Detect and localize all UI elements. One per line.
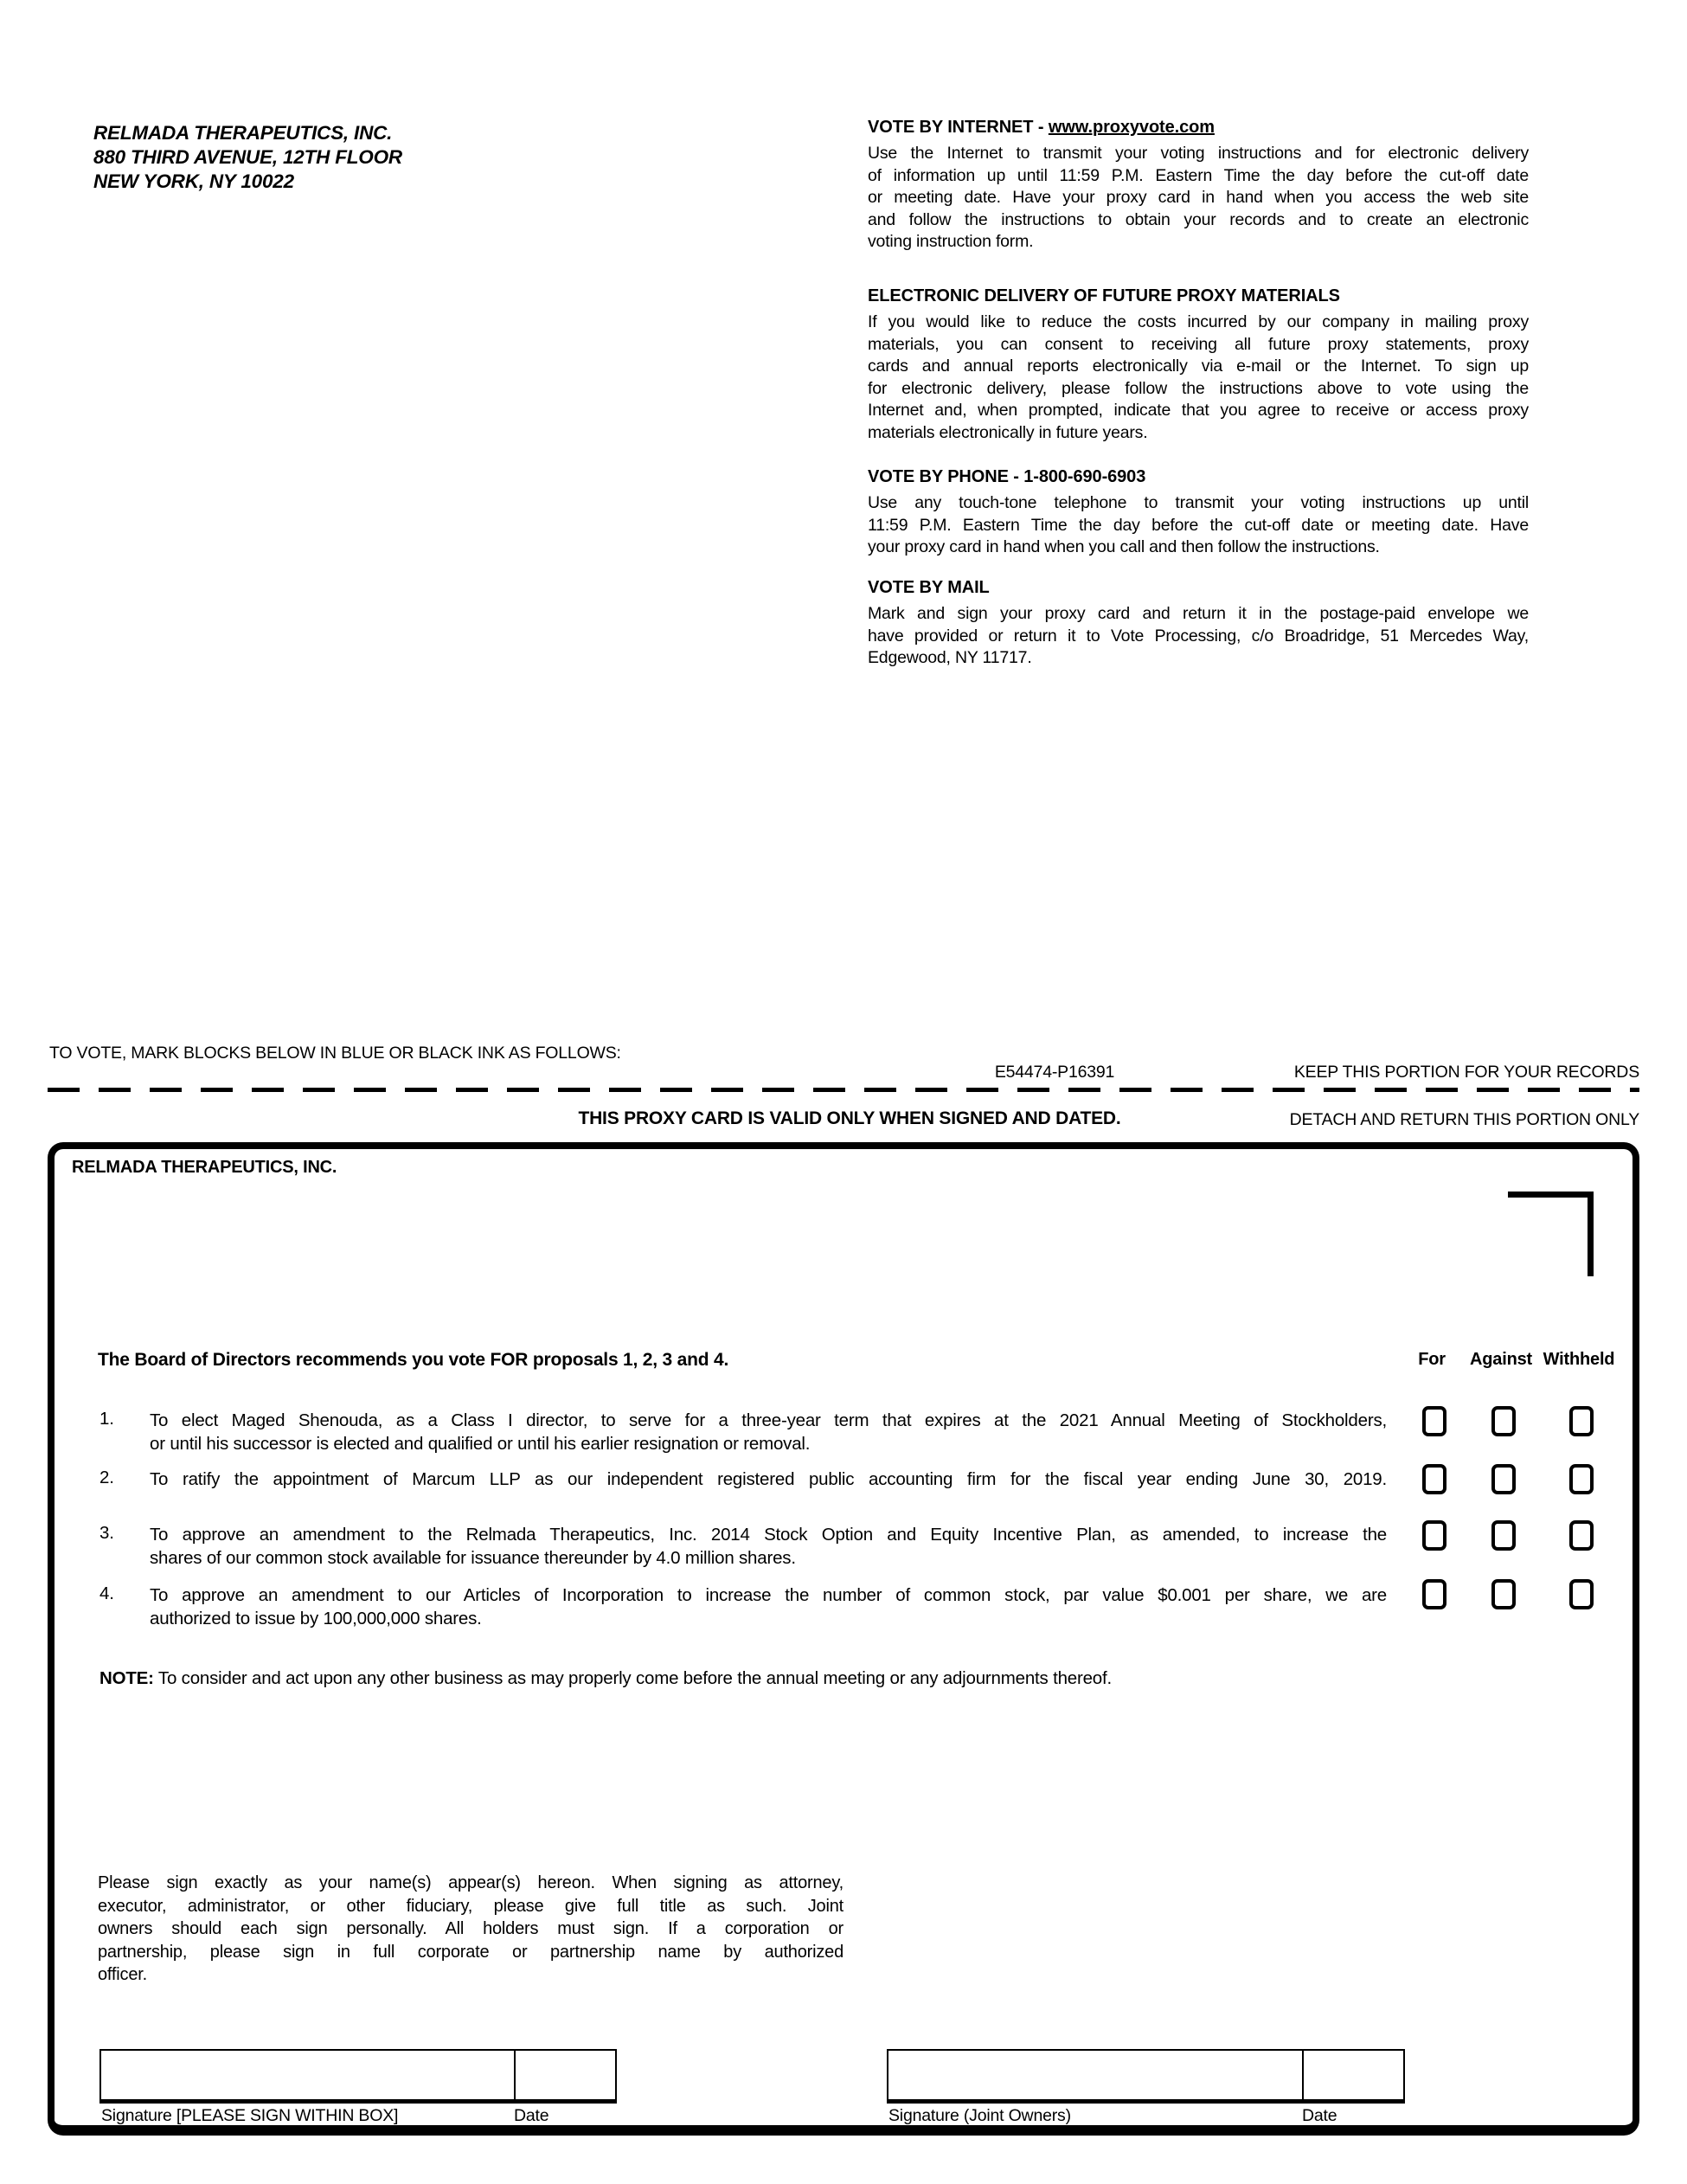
company-address <box>93 121 402 194</box>
note-row <box>99 1668 1112 1689</box>
proposal-1-number: 1. <box>99 1409 114 1429</box>
heading-text: VOTE BY INTERNET - <box>868 118 1049 137</box>
signature-box-1[interactable] <box>99 2049 617 2104</box>
proxy-card <box>48 1142 1639 2136</box>
proposal-3-text: To approve an amendment to the Relmada Therapeutics, Inc. 2014 Stock Option and Equity Incentive Plan, as amended, to increase the shares of our common stock available for issuance thereunder by 4.0 million shares. <box>150 1525 1387 1568</box>
checkbox-p1-for[interactable] <box>1422 1406 1446 1436</box>
heading-text: ELECTRONIC DELIVERY OF FUTURE PROXY MATERIALS <box>868 286 1340 305</box>
heading-text: VOTE BY MAIL <box>868 578 990 597</box>
note-text: To consider and act upon any other business as may properly come before the annual meeting or any adjournments thereof. <box>153 1668 1112 1688</box>
marking-instruction: TO VOTE, MARK BLOCKS BELOW IN BLUE OR BLACK INK AS FOLLOWS: <box>49 1044 621 1063</box>
checkbox-p2-withheld[interactable] <box>1569 1464 1594 1494</box>
company-address-line: 880 THIRD AVENUE, 12TH FLOOR <box>93 146 402 168</box>
date-right-label: Date <box>1302 2106 1337 2125</box>
proxyvote-link[interactable]: www.proxyvote.com <box>1048 118 1215 137</box>
signature-box-2[interactable] <box>887 2049 1405 2104</box>
checkbox-p4-for[interactable] <box>1422 1579 1446 1609</box>
proposal-2-number: 2. <box>99 1468 114 1487</box>
signature-right-label: Signature (Joint Owners) <box>888 2106 1071 2125</box>
vote-by-internet-body: Use the Internet to transmit your voting instructions and for electronic delivery of information up until 11:59 P.M. Eastern Time the day before the cut-off date or meeting date. Have your proxy card in hand when you access the web site and follow the instructions to obtain your records and to create an electronic voting instruction form. <box>868 144 1529 252</box>
checkbox-p1-against[interactable] <box>1491 1406 1516 1436</box>
detach-portion-label: DETACH AND RETURN THIS PORTION ONLY <box>1289 1110 1639 1129</box>
heading-text: VOTE BY PHONE - 1-800-690-6903 <box>868 467 1146 486</box>
signature-left-label: Signature [PLEASE SIGN WITHIN BOX] <box>101 2106 399 2125</box>
vote-by-phone-heading <box>868 467 1529 487</box>
vote-by-internet-section <box>868 118 1529 254</box>
electronic-delivery-heading <box>868 286 1529 306</box>
company-address-line: NEW YORK, NY 10022 <box>93 170 294 192</box>
keep-portion-label: KEEP THIS PORTION FOR YOUR RECORDS <box>1293 1063 1639 1082</box>
proxy-card-inner <box>55 1149 1632 2125</box>
vote-by-internet-heading <box>868 118 1529 138</box>
checkbox-p1-withheld[interactable] <box>1569 1406 1594 1436</box>
proposal-4-number: 4. <box>99 1583 114 1603</box>
column-header-withheld: Withheld <box>1543 1350 1615 1369</box>
checkbox-p4-withheld[interactable] <box>1569 1579 1594 1609</box>
proposal-3-number: 3. <box>99 1523 114 1543</box>
vote-by-mail-section <box>868 578 1529 670</box>
checkbox-p2-for[interactable] <box>1422 1464 1446 1494</box>
checkbox-p4-against[interactable] <box>1491 1579 1516 1609</box>
proposal-1-text: To elect Maged Shenouda, as a Class I director, to serve for a three-year term that expires at the 2021 Annual Meeting of Stockholders, or until his successor is elected and qualified or until his earlier resignation or removal. <box>150 1410 1387 1454</box>
detach-dashed-line <box>48 1088 1639 1092</box>
valid-when-signed-label: THIS PROXY CARD IS VALID ONLY WHEN SIGNED AND DATED. <box>578 1108 1121 1128</box>
electronic-delivery-body: If you would like to reduce the costs incurred by our company in mailing proxy materials, you can consent to receiving all future proxy statements, proxy cards and annual reports electronically via e-mail or the Internet. To sign up for electronic delivery, please follow the instructions above to vote using the Internet and, when prompted, indicate that you agree to receive or access proxy materials electronically in future years. <box>868 312 1529 442</box>
vote-by-phone-section <box>868 467 1529 559</box>
column-header-for: For <box>1418 1350 1446 1369</box>
vote-by-phone-body: Use any touch-tone telephone to transmit your voting instructions up until 11:59 P.M. Eastern Time the day before the cut-off date or meeting date. Have your proxy card in hand when you call and then follow the instructions. <box>868 493 1529 557</box>
vote-by-mail-heading <box>868 578 1529 598</box>
electronic-delivery-section <box>868 286 1529 445</box>
checkbox-p3-for[interactable] <box>1422 1520 1446 1551</box>
checkbox-p3-against[interactable] <box>1491 1520 1516 1551</box>
card-company-name: RELMADA THERAPEUTICS, INC. <box>72 1158 337 1177</box>
signature-date-divider <box>514 2051 516 2099</box>
note-label: NOTE: <box>99 1668 154 1688</box>
checkbox-p3-withheld[interactable] <box>1569 1520 1594 1551</box>
column-header-against: Against <box>1470 1350 1532 1369</box>
proposal-2-text: To ratify the appointment of Marcum LLP as our independent registered public accounting firm for the fiscal year ending June 30, 2019. <box>150 1469 1387 1489</box>
checkbox-p2-against[interactable] <box>1491 1464 1516 1494</box>
signature-date-divider <box>1302 2051 1304 2099</box>
control-number: E54474-P16391 <box>994 1063 1115 1082</box>
company-address-line: RELMADA THERAPEUTICS, INC. <box>93 122 393 144</box>
vote-by-mail-body: Mark and sign your proxy card and return it in the postage-paid envelope we have provided or return it to Vote Processing, c/o Broadridge, 51 Mercedes Way, Edgewood, NY 11717. <box>868 604 1529 668</box>
proposal-4-text: To approve an amendment to our Articles of Incorporation to increase the number of common stock, par value $0.001 per share, we are authorized to issue by 100,000,000 shares. <box>150 1585 1387 1628</box>
board-recommendation: The Board of Directors recommends you vote FOR proposals 1, 2, 3 and 4. <box>98 1350 729 1370</box>
date-left-label: Date <box>514 2106 549 2125</box>
sign-instructions: Please sign exactly as your name(s) appear(s) hereon. When signing as attorney, executor, administrator, or other fiduciary, please give full title as such. Joint owners should each sign personally. All holders must sign. If a corporation or partnership, please sign in full corporate or partnership name by authorized officer. <box>98 1873 844 1984</box>
corner-registration-mark <box>1508 1192 1594 1276</box>
